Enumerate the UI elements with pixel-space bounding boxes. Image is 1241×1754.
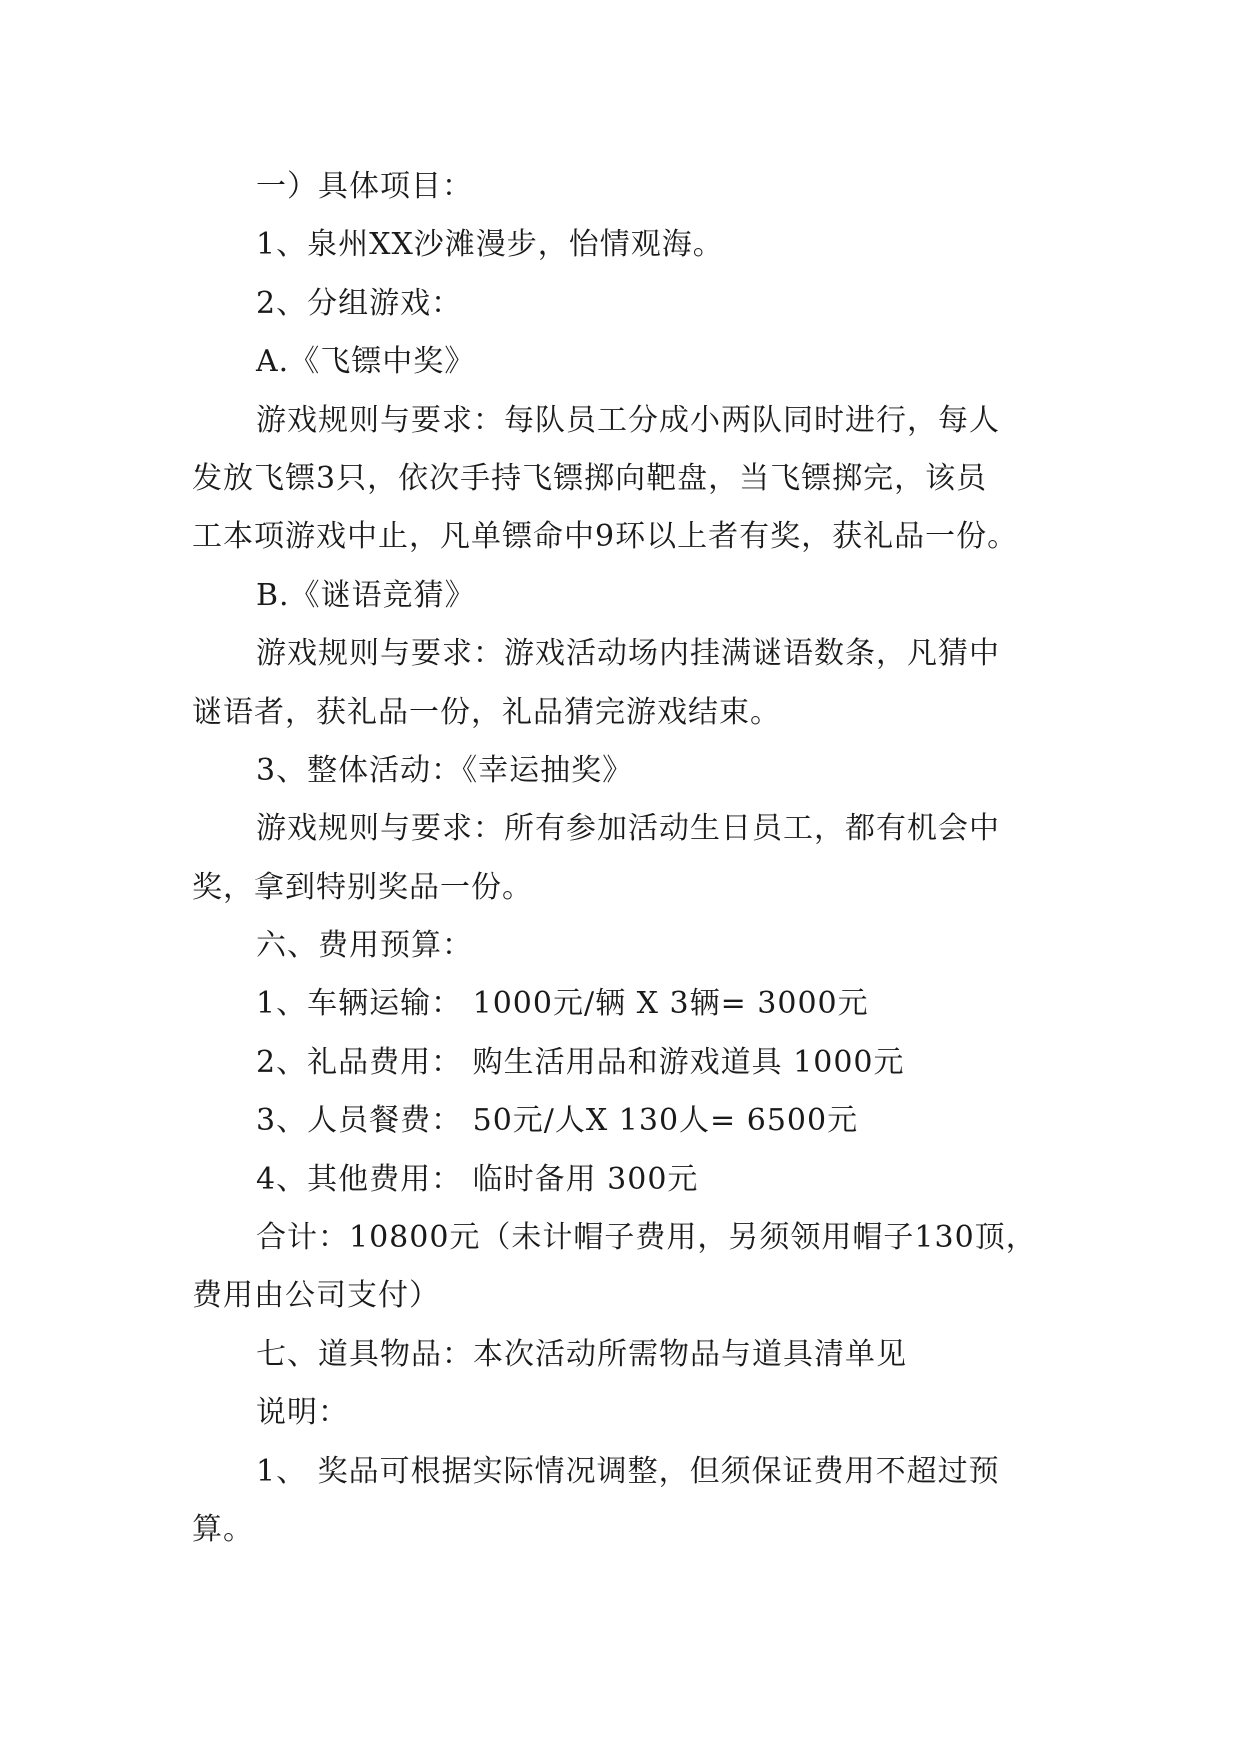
notes-heading: 说明：	[256, 1395, 349, 1431]
section-heading-props: 七、道具物品：本次活动所需物品与道具清单见	[256, 1336, 907, 1372]
section-heading-items: 一）具体项目：	[256, 169, 473, 204]
game-b-title: B.《谜语竞猜》	[256, 577, 476, 613]
note-1-line-2: 算。	[192, 1511, 254, 1547]
game-a-rules-line-1: 游戏规则与要求：每队员工分成小两队同时进行，每人	[256, 402, 1000, 438]
item-group-games: 2、分组游戏：	[256, 285, 463, 321]
game-b-rules-line-1: 游戏规则与要求：游戏活动场内挂满谜语数条，凡猜中	[256, 636, 1000, 672]
game-b-rules-line-2: 谜语者，获礼品一份，礼品猜完游戏结束。	[192, 694, 781, 730]
section-heading-budget: 六、费用预算：	[256, 928, 473, 964]
budget-gifts: 2、礼品费用： 购生活用品和游戏道具 1000元	[256, 1044, 905, 1080]
lucky-draw-rules-line-2: 奖，拿到特别奖品一份。	[192, 869, 533, 905]
document-body	[192, 158, 1072, 1559]
game-a-rules-line-2: 发放飞镖3只，依次手持飞镖掷向靶盘，当飞镖掷完，该员	[192, 460, 988, 496]
note-1-line-1: 1、 奖品可根据实际情况调整，但须保证费用不超过预	[256, 1453, 1000, 1489]
game-a-title: A.《飞镖中奖》	[256, 344, 476, 380]
budget-transport: 1、车辆运输： 1000元/辆 X 3辆= 3000元	[256, 986, 869, 1022]
lucky-draw-rules-line-1: 游戏规则与要求：所有参加活动生日员工，都有机会中	[256, 811, 1000, 847]
game-a-rules-line-3: 工本项游戏中止，凡单镖命中9环以上者有奖，获礼品一份。	[192, 519, 1019, 555]
budget-total-line-2: 费用由公司支付）	[192, 1278, 440, 1314]
budget-other: 4、其他费用： 临时备用 300元	[256, 1161, 699, 1197]
budget-meals: 3、人员餐费： 50元/人X 130人= 6500元	[256, 1103, 859, 1139]
item-beach-walk: 1、泉州XX沙滩漫步，怡情观海。	[256, 227, 724, 263]
budget-total-line-1: 合计：10800元（未计帽子费用，另须领用帽子130顶，	[256, 1220, 1037, 1256]
item-lucky-draw: 3、整体活动：《幸运抽奖》	[256, 752, 634, 788]
